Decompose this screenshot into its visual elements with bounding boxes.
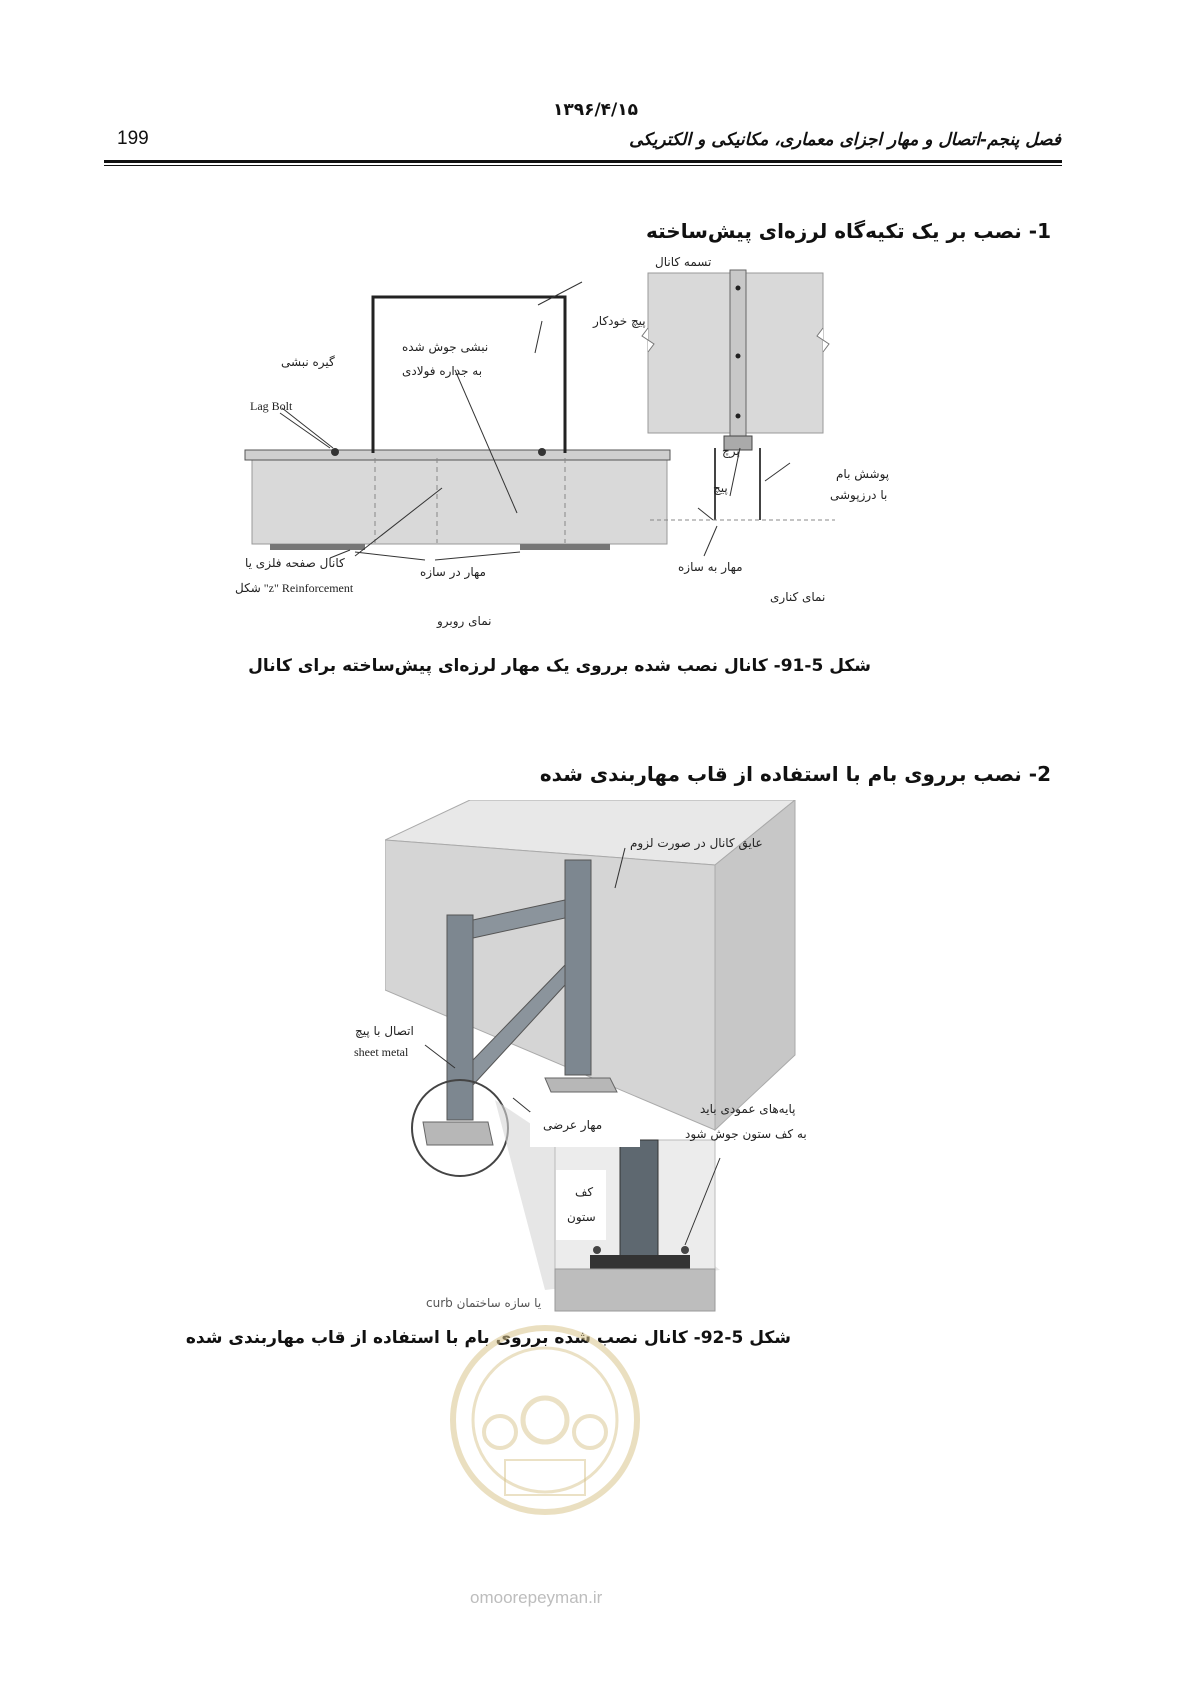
label-vertical-legs-1: پایه‌های عمودی باید	[700, 1102, 796, 1116]
lag-bolt-right	[538, 448, 546, 456]
label-angle-clip: گیره نبشی	[281, 355, 335, 369]
label-anchor-in-structure: مهار در سازه	[420, 565, 486, 579]
side-bolt	[736, 354, 741, 359]
leader-line	[280, 413, 330, 448]
figure-92-caption: شکل 5-92- کانال نصب شده برروی بام با استفاده از قاب مهاربندی شده	[185, 1328, 791, 1348]
header-rule	[104, 160, 1062, 163]
vertical-leg-left	[447, 915, 473, 1120]
label-roof-cover-1: پوشش بام	[836, 467, 890, 481]
figure-91-caption: شکل 5-91- کانال نصب شده برروی یک مهار لرزه‌ای پیش‌ساخته برای کانال	[248, 656, 871, 676]
duct-top-flange	[245, 450, 670, 460]
section2-heading: 2- نصب برروی بام با استفاده از قاب مهاربندی شده	[539, 762, 1051, 786]
detail-bolt-left	[593, 1246, 601, 1254]
label-bolted-connection-2: sheet metal	[354, 1045, 409, 1059]
leader-line	[765, 463, 790, 481]
leader-line	[704, 526, 717, 556]
label-base-plate-2: ستون	[567, 1210, 596, 1224]
label-curb: curb یا سازه ساختمان	[426, 1296, 542, 1310]
header-rule-thin	[104, 165, 1062, 166]
leader-line	[538, 282, 582, 305]
leader-line	[535, 321, 542, 353]
figure-91-drawing	[230, 258, 910, 578]
chapter-title: فصل پنجم-اتصال و مهار اجزای معماری، مکانیکی و الکتریکی	[629, 130, 1061, 150]
label-roof-cover-2: با درزپوشی	[830, 488, 888, 502]
label-front-view: نمای روبرو	[437, 614, 492, 628]
leader-line	[698, 508, 713, 520]
bottom-channel-left	[270, 544, 365, 550]
leader-line	[355, 552, 425, 560]
label-lag-bolt: Lag Bolt	[250, 399, 293, 413]
label-box-base	[556, 1170, 606, 1240]
vertical-leg-right	[565, 860, 591, 1075]
detail-bolt-right	[681, 1246, 689, 1254]
base-plate-right	[545, 1078, 617, 1092]
watermark-seal	[445, 1320, 645, 1520]
watermark-url: omoorepeyman.ir	[470, 1588, 603, 1607]
figure-92-drawing	[385, 800, 835, 1312]
leader-line	[282, 408, 333, 448]
label-strap-channel: تسمه کانال	[655, 255, 712, 269]
label-metal-channel-2: شکل "z" Reinforcement	[235, 581, 354, 595]
detail-base-plate	[590, 1255, 690, 1269]
page-number: 199	[117, 128, 149, 149]
duct-body-front	[252, 454, 667, 544]
label-lateral-brace: مهار عرضی	[543, 1118, 603, 1132]
section1-heading: 1- نصب بر یک تکیه‌گاه لرزه‌ای پیش‌ساخته	[646, 219, 1051, 243]
leader-line	[435, 552, 520, 560]
label-welded-angle-1: نبشی جوش شده	[402, 340, 489, 354]
label-metal-channel-1: کانال صفحه فلزی یا	[245, 556, 345, 570]
label-vertical-legs-2: به کف ستون جوش شود	[685, 1127, 807, 1141]
label-self-tapping-screw: پیچ خودکار	[593, 314, 646, 328]
side-bolt	[736, 414, 741, 419]
detail-leg	[620, 1140, 658, 1260]
label-anchor-to-structure: مهار به سازه	[678, 560, 743, 574]
label-base-plate-1: کف	[575, 1185, 594, 1199]
label-duct-insulation: عایق کانال در صورت لزوم	[630, 836, 763, 850]
label-side-view: نمای کناری	[770, 590, 826, 604]
base-plate-left	[423, 1122, 493, 1145]
label-rivet: پرچ	[722, 444, 740, 458]
header-date: ۱۳۹۶/۴/۱۵	[552, 100, 639, 120]
label-screw: پیچ	[713, 481, 728, 495]
label-welded-angle-2: به جداره فولادی	[402, 364, 483, 378]
label-bolted-connection-1: اتصال با پیچ	[355, 1024, 414, 1038]
bottom-channel-right	[520, 544, 610, 550]
detail-concrete	[555, 1269, 715, 1311]
side-bolt	[736, 286, 741, 291]
lag-bolt-left	[331, 448, 339, 456]
